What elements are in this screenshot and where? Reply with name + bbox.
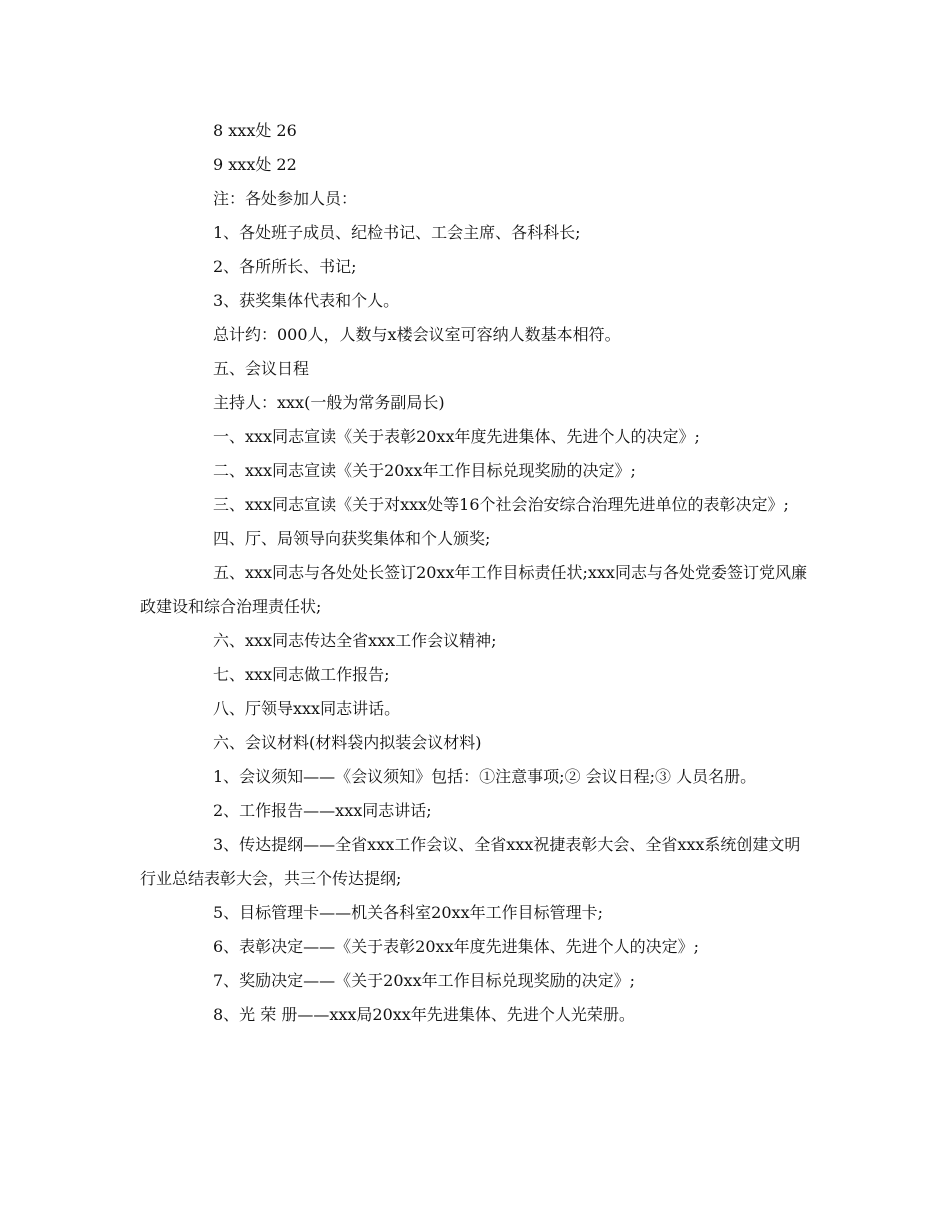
paragraph-note-heading: 注：各处参加人员：	[213, 189, 358, 208]
paragraph-office-9: 9 xxx处 22	[213, 155, 297, 174]
material-item-1: 1、会议须知——《会议须知》包括：①注意事项;② 会议日程;③ 人员名册。	[213, 767, 757, 786]
material-item-6: 6、表彰决定——《关于表彰20xx年度先进集体、先进个人的决定》;	[213, 937, 699, 956]
paragraph-attendee-2: 2、各所所长、书记;	[213, 257, 357, 276]
paragraph-total: 总计约：000人，人数与x楼会议室可容纳人数基本相符。	[213, 325, 621, 344]
agenda-item-7: 七、xxx同志做工作报告;	[213, 665, 390, 684]
paragraph-attendee-1: 1、各处班子成员、纪检书记、工会主席、各科科长;	[213, 223, 581, 242]
agenda-item-1: 一、xxx同志宣读《关于表彰20xx年度先进集体、先进个人的决定》;	[213, 427, 700, 446]
material-item-3: 3、传达提纲——全省xxx工作会议、全省xxx祝捷表彰大会、全省xxx系统创建文明行业总结表彰大会，共三个传达提纲;	[140, 835, 801, 888]
agenda-item-8: 八、厅领导xxx同志讲话。	[213, 699, 401, 718]
paragraph-host: 主持人：xxx(一般为常务副局长)	[213, 393, 445, 412]
agenda-item-3: 三、xxx同志宣读《关于对xxx处等16个社会治安综合治理先进单位的表彰决定》;	[213, 495, 789, 514]
agenda-item-5: 五、xxx同志与各处处长签订20xx年工作目标责任状;xxx同志与各处党委签订党风廉政建设和综合治理责任状;	[140, 563, 807, 616]
section-heading-materials: 六、会议材料(材料袋内拟装会议材料)	[213, 733, 482, 752]
agenda-item-2: 二、xxx同志宣读《关于20xx年工作目标兑现奖励的决定》;	[213, 461, 636, 480]
material-item-2: 2、工作报告——xxx同志讲话;	[213, 801, 432, 820]
document-body	[140, 114, 812, 1032]
agenda-item-6: 六、xxx同志传达全省xxx工作会议精神;	[213, 631, 497, 650]
material-item-7: 7、奖励决定——《关于20xx年工作目标兑现奖励的决定》;	[213, 971, 635, 990]
agenda-item-4: 四、厅、局领导向获奖集体和个人颁奖;	[213, 529, 491, 548]
material-item-8: 8、光 荣 册——xxx局20xx年先进集体、先进个人光荣册。	[213, 1005, 635, 1024]
paragraph-office-8: 8 xxx处 26	[213, 121, 297, 140]
section-heading-agenda: 五、会议日程	[213, 359, 310, 378]
paragraph-attendee-3: 3、获奖集体代表和个人。	[213, 291, 400, 310]
material-item-5: 5、目标管理卡——机关各科室20xx年工作目标管理卡;	[213, 903, 603, 922]
